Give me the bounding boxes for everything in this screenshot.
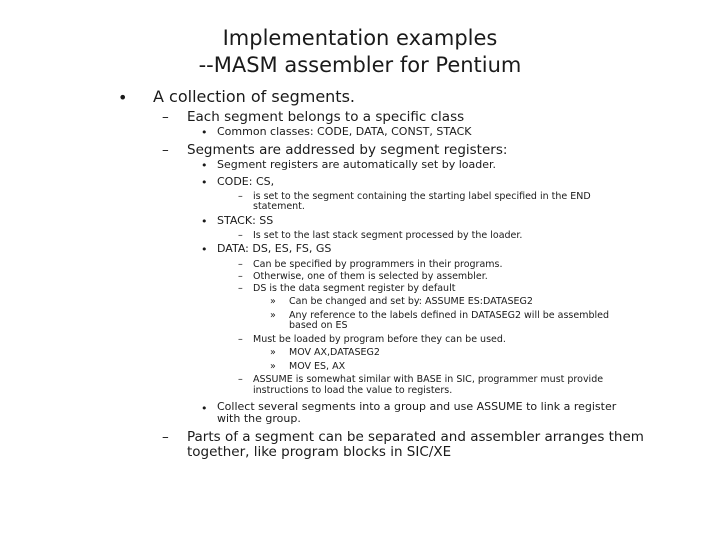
bullet-dot: • xyxy=(201,402,208,415)
bullet-cs-description-cont: statement. xyxy=(253,201,305,212)
bullet-dash: – xyxy=(238,191,243,202)
bullet-dash: – xyxy=(162,109,169,125)
bullet-auto-set-by-loader: Segment registers are automatically set by loader. xyxy=(217,158,497,171)
bullet-assume-similar-base: ASSUME is somewhat similar with BASE in SIC, programmer must provide xyxy=(253,374,604,385)
bullet-dash: – xyxy=(238,283,243,294)
bullet-must-be-loaded: Must be loaded by program before they can be used. xyxy=(253,334,506,345)
bullet-dot: • xyxy=(201,126,208,139)
bullet-code-cs: CODE: CS, xyxy=(217,175,275,188)
bullet-parts-of-segment: Parts of a segment can be separated and assembler arranges them xyxy=(187,429,644,445)
bullet-data-registers: DATA: DS, ES, FS, GS xyxy=(217,242,332,255)
slide-title-line-2: --MASM assembler for Pentium xyxy=(198,53,522,77)
bullet-raquo: » xyxy=(270,296,276,307)
bullet-dash: – xyxy=(238,374,243,385)
bullet-specified-by-programmers: Can be specified by programmers in their programs. xyxy=(253,259,503,270)
bullet-collection-of-segments: A collection of segments. xyxy=(153,87,355,106)
slide-title-line-1: Implementation examples xyxy=(222,26,498,50)
bullet-segment-registers: Segments are addressed by segment registers: xyxy=(187,142,508,158)
bullet-mov-ax: MOV AX,DATASEG2 xyxy=(289,347,380,358)
bullet-dash: – xyxy=(238,334,243,345)
bullet-raquo: » xyxy=(270,310,276,321)
bullet-dot: • xyxy=(201,176,208,189)
bullet-raquo: » xyxy=(270,347,276,358)
bullet-raquo: » xyxy=(270,361,276,372)
bullet-collect-segments-group: Collect several segments into a group and use ASSUME to link a register xyxy=(217,400,617,413)
bullet-selected-by-assembler: Otherwise, one of them is selected by assembler. xyxy=(253,271,488,282)
bullet-collect-segments-group-cont: with the group. xyxy=(217,412,301,425)
bullet-dataseg2-reference: Any reference to the labels defined in DATASEG2 will be assembled xyxy=(289,310,610,321)
bullet-dot: • xyxy=(118,88,128,107)
bullet-dash: – xyxy=(238,230,243,241)
bullet-dash: – xyxy=(238,271,243,282)
bullet-common-classes: Common classes: CODE, DATA, CONST, STACK xyxy=(217,125,472,138)
bullet-dash: – xyxy=(238,259,243,270)
bullet-ss-description: Is set to the last stack segment processed by the loader. xyxy=(253,230,523,241)
bullet-assume-es: Can be changed and set by: ASSUME ES:DATASEG2 xyxy=(289,296,533,307)
bullet-dash: – xyxy=(162,429,169,445)
bullet-segment-class: Each segment belongs to a specific class xyxy=(187,109,465,125)
bullet-dataseg2-reference-cont: based on ES xyxy=(289,320,348,331)
bullet-parts-of-segment-cont: together, like program blocks in SIC/XE xyxy=(187,444,452,460)
bullet-dot: • xyxy=(201,243,208,256)
bullet-stack-ss: STACK: SS xyxy=(217,214,274,227)
bullet-cs-description: is set to the segment containing the starting label specified in the END xyxy=(253,191,591,202)
bullet-dot: • xyxy=(201,215,208,228)
bullet-ds-default: DS is the data segment register by default xyxy=(253,283,456,294)
bullet-assume-similar-base-cont: instructions to load the value to registers. xyxy=(253,385,453,396)
bullet-mov-es: MOV ES, AX xyxy=(289,361,346,372)
bullet-dash: – xyxy=(162,142,169,158)
bullet-dot: • xyxy=(201,159,208,172)
